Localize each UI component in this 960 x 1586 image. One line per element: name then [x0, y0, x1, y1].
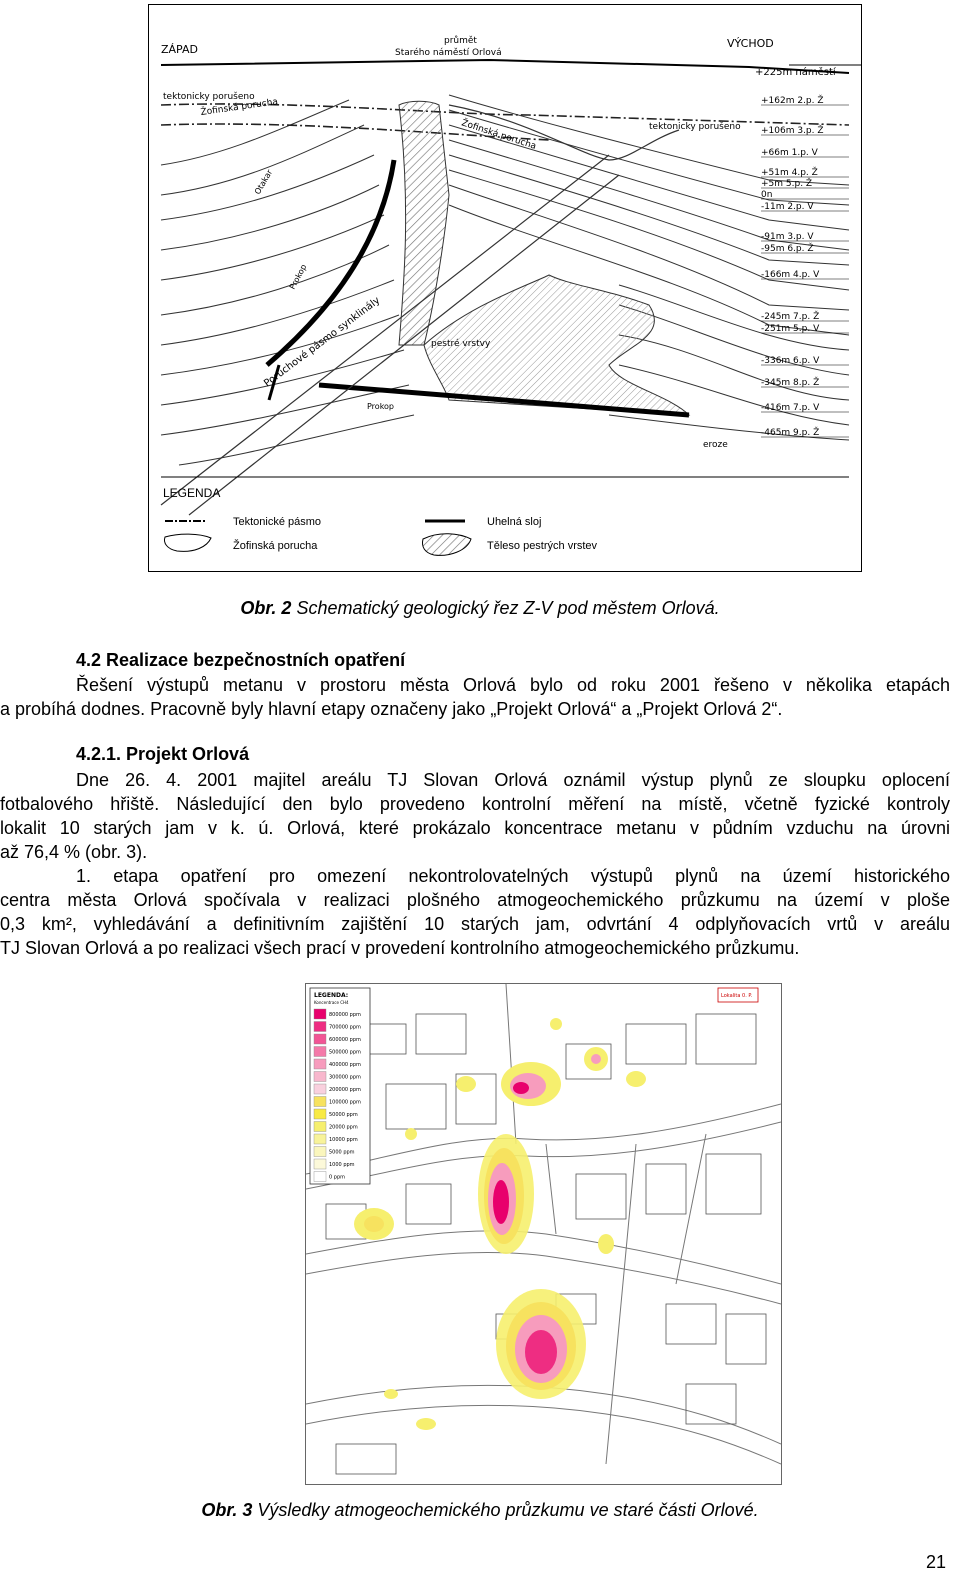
- caption-label: Obr. 2: [240, 598, 292, 618]
- level-label: +51m 4.p. Ž: [761, 168, 818, 178]
- text-line: centra města Orlová spočívala v realizaci plošného atmogeochemického průzkumu na území v ploše: [0, 890, 950, 910]
- level-label: -336m 6.p. V: [761, 356, 820, 366]
- scale-swatch: [314, 1047, 326, 1057]
- label-prokop-bottom: Prokop: [367, 402, 395, 411]
- level-label: +5m 5.p. Ž: [761, 179, 813, 189]
- level-label: -166m 4.p. V: [761, 270, 820, 280]
- map-legend-subtitle: Koncentrace CH4: [314, 1000, 349, 1005]
- caption-label: Obr. 3: [201, 1500, 253, 1520]
- level-label: -95m 6.p. Ž: [761, 244, 814, 254]
- legend-title: LEGENDA: [163, 486, 221, 500]
- level-label: -245m 7.p. Ž: [761, 312, 820, 322]
- label-poruchove-pasmo: Poruchové pásmo synklinály: [262, 295, 383, 390]
- section-heading-4-2-1: 4.2.1. Projekt Orlová: [76, 744, 250, 764]
- scale-swatch: [314, 1097, 326, 1107]
- text-line: Řešení výstupů metanu v prostoru města Orlová bylo od roku 2001 řešeno v několika etapách: [76, 675, 950, 695]
- label-zofinska-left: Žofinská porucha: [200, 97, 279, 118]
- scale-swatch: [314, 1084, 326, 1094]
- label-east: VÝCHOD: [727, 37, 774, 50]
- label-eroze: eroze: [703, 440, 728, 450]
- geological-section-figure: [148, 4, 862, 572]
- figure2-caption: [0, 598, 960, 619]
- level-label: -345m 8.p. Ž: [761, 378, 820, 388]
- text-line: fotbalového hřiště. Následující den bylo provedeno kontrolní měření na místě, včetně fyzické kontroly: [0, 794, 950, 814]
- scale-label: 700000 ppm: [329, 1024, 361, 1031]
- text-line: 1. etapa opatření pro omezení nekontrolovatelných výstupů plynů na území historického: [76, 866, 950, 886]
- label-tectonic-left: tektonicky porušeno: [163, 92, 255, 102]
- level-label: -91m 3.p. V: [761, 232, 814, 242]
- caption-text: Výsledky atmogeochemického průzkumu ve staré části Orlové.: [252, 1500, 759, 1520]
- scale-label: 50000 ppm: [329, 1112, 358, 1118]
- scale-swatch: [314, 1009, 326, 1019]
- text-line: lokalit 10 starých jam v k. ú. Orlová, které prokázalo koncentrace metanu v půdním vzduchu na úrovni: [0, 818, 950, 838]
- scale-label: 0 ppm: [329, 1174, 345, 1181]
- legend-zofinska-symbol: [165, 534, 212, 551]
- page-number: 21: [925, 1552, 946, 1572]
- caption-text: Schematický geologický řez Z-V pod městem Orlová.: [291, 598, 720, 618]
- scale-swatch: [314, 1147, 326, 1157]
- text-line: TJ Slovan Orlová a po realizaci všech prací v provedení kontrolního atmogeochemického průzkumu.: [0, 938, 800, 958]
- section-heading-4-2: 4.2 Realizace bezpečnostních opatření: [76, 650, 406, 670]
- label-pestre-vrstvy: pestré vrstvy: [431, 339, 491, 349]
- label-zofinska-right: Žofinská porucha: [460, 118, 538, 152]
- text-line: Dne 26. 4. 2001 majitel areálu TJ Slovan Orlová oznámil výstup plynů ze sloupku oplocení: [76, 770, 950, 790]
- gas-survey-map-figure: [305, 983, 782, 1485]
- scale-label: 200000 ppm: [329, 1087, 361, 1093]
- scale-label: 500000 ppm: [329, 1049, 361, 1056]
- level-label: -11m 2.p. V: [761, 202, 814, 212]
- label-square-bottom: Starého náměstí Orlová: [395, 48, 502, 58]
- legend-zofinska-label: Žofinská porucha: [233, 540, 318, 552]
- scale-label: 800000 ppm: [329, 1012, 361, 1018]
- scale-swatch: [314, 1059, 326, 1069]
- legend-body-symbol: [422, 534, 471, 556]
- level-label: -465m 9.p. Ž: [761, 428, 820, 438]
- level-label: -416m 7.p. V: [761, 403, 820, 413]
- legend-tectonic-label: Tektonické pásmo: [233, 516, 322, 528]
- level-label: +106m 3.p. Ž: [761, 126, 824, 136]
- scale-label: 300000 ppm: [329, 1074, 361, 1081]
- level-label: +66m 1.p. V: [761, 148, 818, 158]
- map-stamp-text: Lokalita 0. P.: [721, 993, 753, 999]
- scale-swatch: [314, 1122, 326, 1132]
- text-line: 0,3 km², vyhledávání a definitivním zajištění 10 starých jam, odvrtání 4 odplyňovacích vrtů v areálu: [0, 914, 950, 934]
- scale-label: 600000 ppm: [329, 1037, 361, 1043]
- text-line: a probíhá dodnes. Pracovně byly hlavní etapy označeny jako „Projekt Orlová“ a „Projekt Orlová 2“.: [0, 699, 783, 719]
- paragraph-3: [0, 864, 950, 960]
- scale-swatch: [314, 1072, 326, 1082]
- text-line: až 76,4 % (obr. 3).: [0, 842, 148, 862]
- scale-swatch: [314, 1109, 326, 1119]
- label-elevation-square: +225m náměstí: [755, 67, 836, 78]
- label-tectonic-right: tektonicky porušeno: [649, 122, 741, 132]
- legend-seam-label: Uhelná sloj: [487, 516, 542, 528]
- level-label: +162m 2.p. Ž: [761, 96, 824, 106]
- scale-label: 100000 ppm: [329, 1099, 361, 1106]
- legend-body-label: Těleso pestrých vrstev: [487, 540, 598, 552]
- scale-label: 1000 ppm: [329, 1162, 355, 1168]
- level-labels: [761, 94, 849, 438]
- scale-swatch: [314, 1172, 326, 1182]
- paragraph-1: [0, 673, 950, 721]
- paragraph-2: [0, 768, 950, 864]
- scale-label: 10000 ppm: [329, 1137, 358, 1143]
- scale-swatch: [314, 1034, 326, 1044]
- scale-swatch: [314, 1159, 326, 1169]
- scale-label: 400000 ppm: [329, 1062, 361, 1068]
- figure3-caption: [0, 1500, 960, 1521]
- level-label: -251m 5.p. V: [761, 324, 820, 334]
- map-legend-title: LEGENDA:: [314, 992, 349, 999]
- label-prokop-top: Prokop: [287, 262, 309, 291]
- scale-swatch: [314, 1134, 326, 1144]
- label-west: ZÁPAD: [161, 43, 198, 56]
- scale-label: 20000 ppm: [329, 1124, 358, 1131]
- scale-label: 5000 ppm: [329, 1149, 355, 1156]
- label-square-top: průmět: [444, 36, 477, 46]
- scale-swatch: [314, 1022, 326, 1032]
- level-label: 0n: [761, 190, 773, 200]
- label-otakar: Otakar: [252, 168, 275, 196]
